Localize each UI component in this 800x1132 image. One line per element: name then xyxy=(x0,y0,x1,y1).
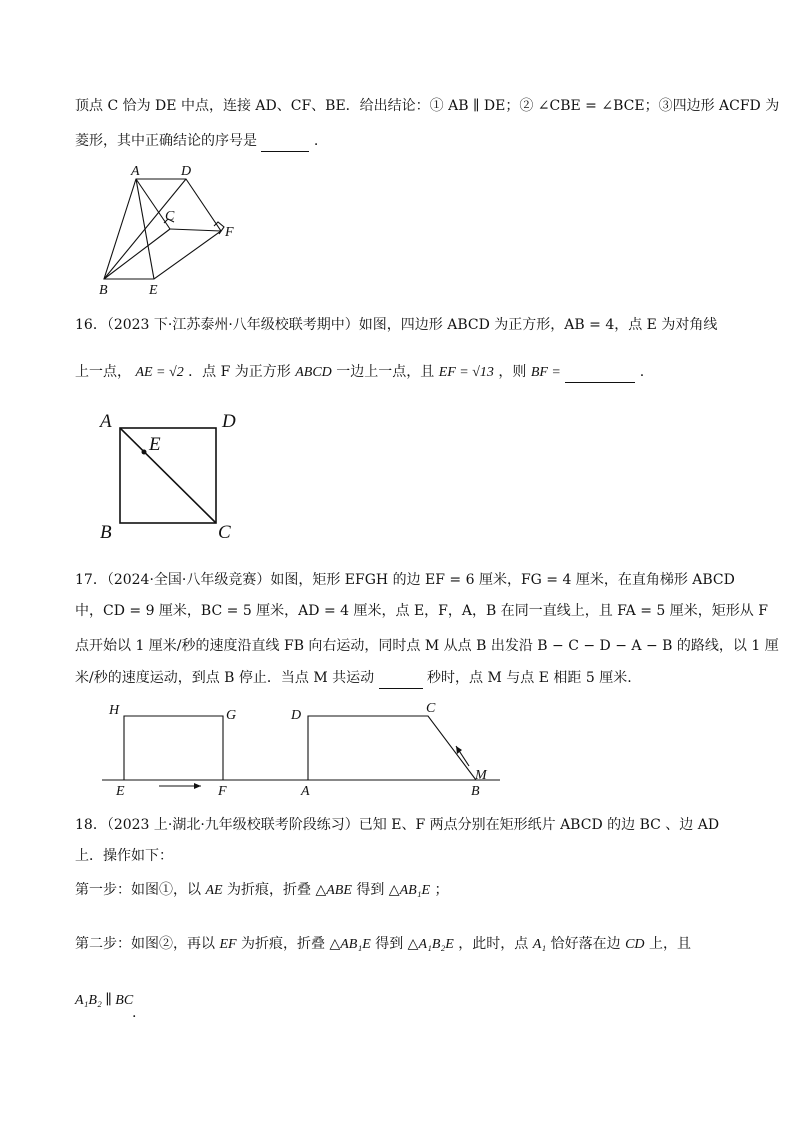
q15-label-F: F xyxy=(225,225,234,240)
q18-step2-ab1e: △AB₁E xyxy=(329,937,371,952)
q16-label-A: A xyxy=(100,411,112,432)
q15-figure xyxy=(95,160,245,300)
q15-segment-BC xyxy=(104,229,170,279)
q18-step1-a: 第一步：如图①，以 xyxy=(75,882,201,898)
q18-step2-e: 恰好落在边 xyxy=(550,936,621,952)
q17-trapezoid-ABCD xyxy=(308,716,476,780)
q15-text-line-2 xyxy=(75,131,318,152)
q17-text-line-1: 17．（2024·全国·八年级竞赛）如图，矩形 EFGH 的边 EF = 6 厘米，FG = 4 厘米，在直角梯形 ABCD xyxy=(75,572,735,588)
q15-label-D: D xyxy=(181,164,192,179)
q16-label-C: C xyxy=(218,522,231,543)
q18-step2-c: 得到 xyxy=(375,936,404,952)
q17-label-F: F xyxy=(218,784,227,799)
q16-point-E xyxy=(142,450,147,455)
q16-text-line-1: 16．（2023 下·江苏泰州·八年级校联考期中）如图，四边形 ABCD 为正方形，AB = 4，点 E 为对角线 xyxy=(75,317,718,333)
q15-segment-CF xyxy=(170,229,221,231)
q15-label-E: E xyxy=(149,283,158,298)
q18-step2-b: 为折痕，折叠 xyxy=(241,936,326,952)
q17-arrow-right-icon xyxy=(194,783,201,789)
q17-label-H: H xyxy=(109,703,120,718)
q17-arrow-up-icon xyxy=(456,746,462,754)
q16-text-c: 一边上一点，且 xyxy=(336,364,435,380)
q16-text-line-2 xyxy=(75,362,644,383)
q18-step2-a1b2e: △A₁B₂E xyxy=(407,937,454,952)
q16-formula-abcd: ABCD xyxy=(295,365,332,380)
q17-rectangle-EFGH xyxy=(124,716,223,780)
q18-step-1 xyxy=(75,880,449,901)
q18-step1-abe: △ABE xyxy=(315,883,352,898)
q15-label-A: A xyxy=(131,164,140,179)
q16-formula-bf: BF = xyxy=(530,365,561,380)
q17-text-suffix: 秒时，点 M 与点 E 相距 5 厘米. xyxy=(427,670,632,686)
q15-label-C: C xyxy=(165,209,175,224)
q15-text-prefix: 菱形，其中正确结论的序号是 xyxy=(75,133,257,149)
q18-step1-ae: AE xyxy=(205,883,223,898)
q15-text-suffix: . xyxy=(313,133,319,149)
q18-step2-a: 第二步：如图②，再以 xyxy=(75,936,215,952)
q16-figure xyxy=(98,408,248,543)
q18-last-line xyxy=(75,990,133,1011)
q16-formula-ae: AE = √2 xyxy=(135,365,184,380)
q16-formula-ef: EF = √13 xyxy=(438,365,494,380)
q16-label-E: E xyxy=(149,434,161,455)
q18-last-dot: . xyxy=(132,1005,137,1021)
q18-text-line-1: 18．（2023 上·湖北·九年级校联考阶段练习）已知 E、F 两点分别在矩形纸片 ABCD 的边 BC 、边 AD xyxy=(75,817,720,833)
q17-label-E: E xyxy=(116,784,125,799)
q18-step2-d: ，此时，点 xyxy=(458,936,529,952)
q17-answer-blank[interactable] xyxy=(379,668,423,689)
q18-step2-a1: A₁ xyxy=(532,937,547,952)
q17-label-G: G xyxy=(226,708,237,723)
q18-text-line-2: 上．操作如下： xyxy=(75,848,173,864)
q16-label-D: D xyxy=(222,411,236,432)
q18-step1-c: 得到 xyxy=(356,882,385,898)
q18-formula-parallel: A₁B₂ ∥ BC xyxy=(75,993,134,1008)
q18-step1-ab1e: △AB₁E xyxy=(388,883,431,898)
q15-label-B: B xyxy=(99,283,108,298)
q18-step2-ef: EF xyxy=(219,937,237,952)
q17-text-line-3: 点开始以 1 厘米/秒的速度沿直线 FB 向右运动，同时点 M 从点 B 出发沿 B − C − D − A − B 的路线，以 1 厘 xyxy=(75,638,779,654)
q18-step1-d: ； xyxy=(434,882,449,898)
q17-figure xyxy=(100,700,510,800)
q16-diagonal-AC xyxy=(120,428,216,523)
q16-text-d: ，则 xyxy=(498,364,527,380)
q17-label-M: M xyxy=(475,768,487,783)
q17-label-C: C xyxy=(426,701,436,716)
q17-label-B: B xyxy=(471,784,480,799)
q18-step-2 xyxy=(75,934,691,955)
q18-step2-cd: CD xyxy=(625,937,645,952)
q16-text-end: . xyxy=(639,364,645,380)
q16-text-b: ．点 F 为正方形 xyxy=(188,364,291,380)
q16-answer-blank[interactable] xyxy=(565,362,635,383)
q17-text-line-4 xyxy=(75,668,632,689)
q16-text-a: 上一点， xyxy=(75,364,131,380)
q18-step1-b: 为折痕，折叠 xyxy=(227,882,312,898)
q17-text-prefix: 米/秒的速度运动，到点 B 停止．当点 M 共运动 xyxy=(75,670,375,686)
q17-text-line-2: 中，CD = 9 厘米，BC = 5 厘米，AD = 4 厘米，点 E，F，A，B 在同一直线上，且 FA = 5 厘米，矩形从 F xyxy=(75,603,768,619)
q17-label-D: D xyxy=(291,708,302,723)
q15-outline xyxy=(104,179,221,279)
q16-label-B: B xyxy=(100,522,112,543)
q15-answer-blank[interactable] xyxy=(261,131,309,152)
q15-text-line-1: 顶点 C 恰为 DE 中点，连接 AD、CF、BE．给出结论：① AB ∥ DE；② ∠CBE = ∠BCE；③四边形 ACFD 为 xyxy=(75,98,780,114)
q17-label-A: A xyxy=(301,784,310,799)
q18-step2-f: 上，且 xyxy=(648,936,691,952)
